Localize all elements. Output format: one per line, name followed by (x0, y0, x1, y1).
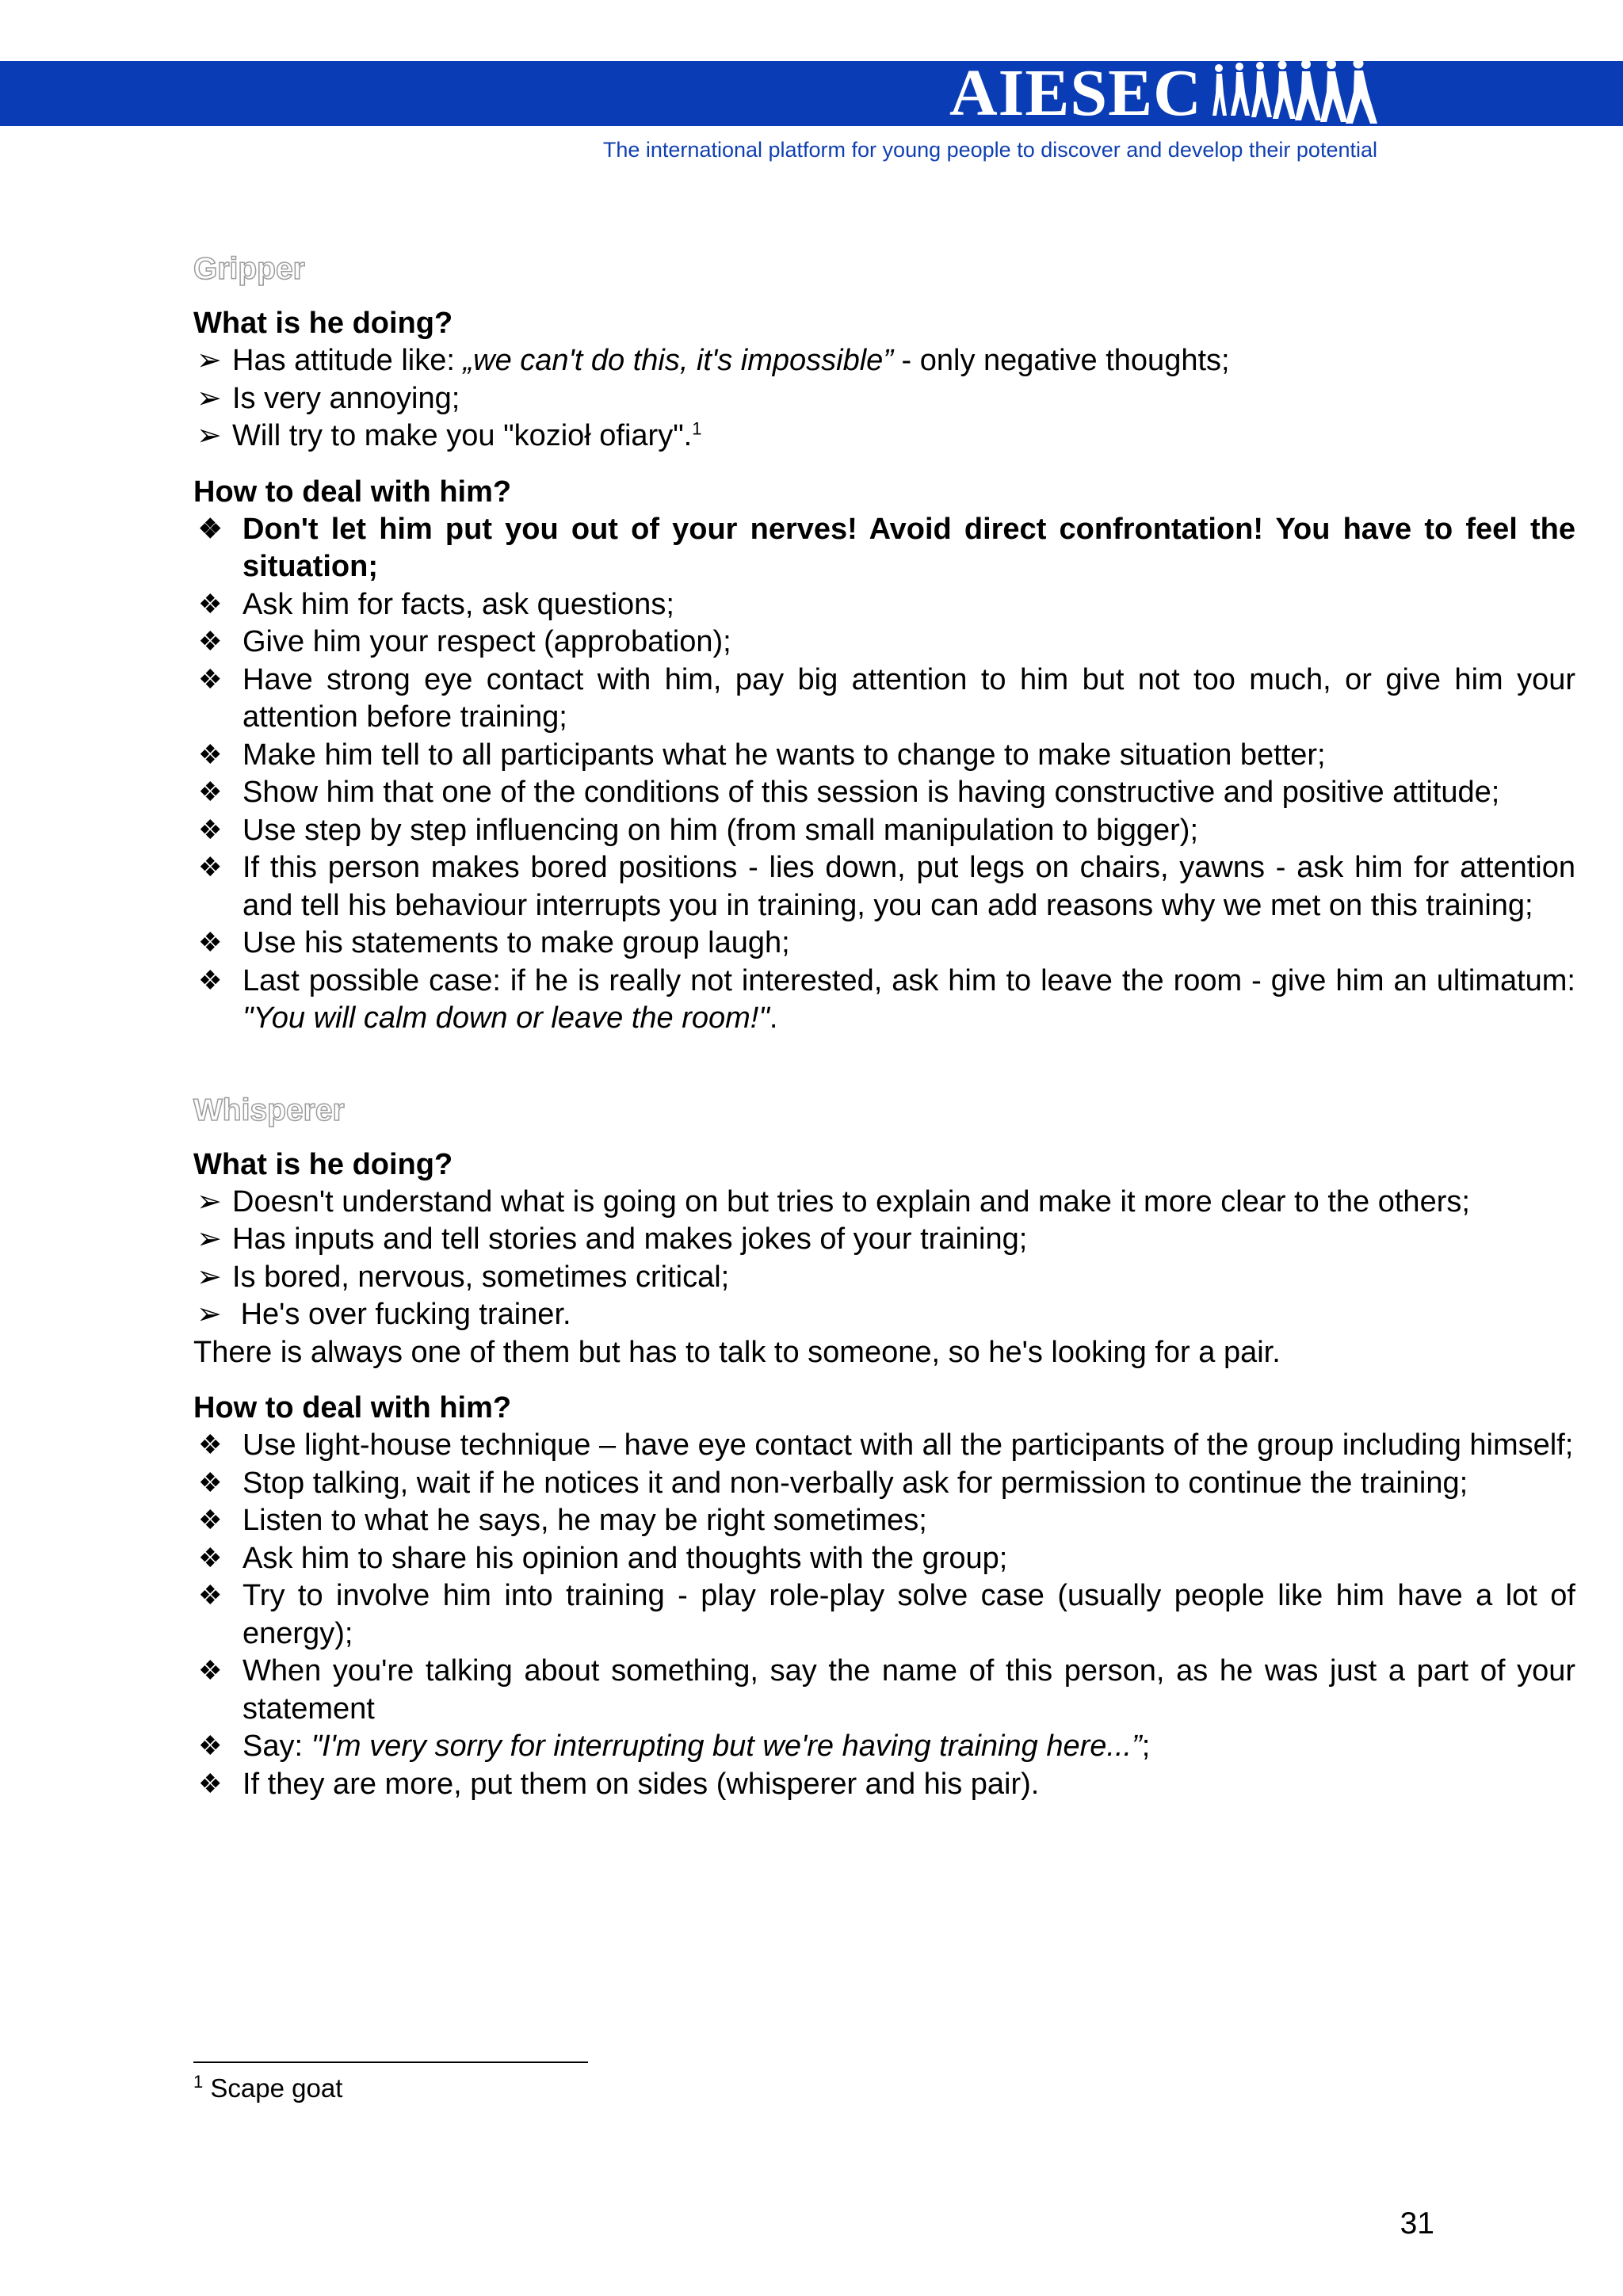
aiesec-logo (949, 57, 1377, 130)
item-text: Don't let him put you out of your nerves! Avoid direct confrontation! You have to feel the situation; (242, 512, 1575, 583)
list-item (193, 624, 1575, 662)
item-text: Make him tell to all participants what he wants to change to make situation better; (242, 738, 1326, 772)
deal-heading: How to deal with him? (193, 1391, 512, 1425)
list-item (193, 1427, 1575, 1465)
footnote-mark: 1 (193, 2072, 204, 2092)
doing-heading: What is he doing? (193, 1147, 453, 1181)
item-text: Stop talking, wait if he notices it and non-verbally ask for permission to continue the training; (242, 1466, 1468, 1500)
list-item (193, 511, 1575, 586)
diamond-bullet-icon: ❖ (198, 1768, 223, 1799)
list-item (193, 1653, 1575, 1728)
logo-text: AIESEC (949, 56, 1202, 130)
section-title-gripper: Gripper (193, 252, 305, 286)
item-text: Show him that one of the conditions of this session is having constructive and positive attitude; (242, 776, 1500, 809)
item-text: When you're talking about something, say the name of this person, as he was just a part of your statement (242, 1654, 1575, 1726)
list-item (193, 1259, 1575, 1297)
list-item (193, 849, 1575, 925)
item-text: Say: (242, 1730, 311, 1763)
item-text: If they are more, put them on sides (whisperer and his pair). (242, 1767, 1040, 1801)
list-item (193, 1502, 1575, 1540)
diamond-bullet-icon: ❖ (198, 627, 223, 657)
diamond-bullet-icon: ❖ (198, 513, 223, 544)
footnote-ref[interactable]: 1 (692, 418, 702, 439)
item-quote: "You will calm down or leave the room!" (242, 1001, 769, 1035)
list-item (193, 1540, 1575, 1578)
diamond-bullet-icon: ❖ (198, 1731, 223, 1761)
item-text: Is very annoying; (232, 381, 460, 415)
diamond-bullet-icon: ❖ (198, 928, 223, 958)
diamond-bullet-icon: ❖ (198, 777, 223, 807)
item-text: Has attitude like: (232, 344, 464, 377)
list-item (193, 1577, 1575, 1653)
item-text: Last possible case: if he is really not interested, ask him to leave the room - give him an ultimatum: (242, 963, 1575, 997)
page-content (193, 244, 1575, 1803)
whisperer-note: There is always one of them but has to talk to someone, so he's looking for a pair. (193, 1335, 1281, 1369)
list-item (193, 342, 1575, 380)
list-item (193, 774, 1575, 812)
arrow-bullet-icon: ➢ (197, 1222, 222, 1256)
list-item (193, 418, 1575, 456)
item-text: - only negative thoughts; (892, 344, 1230, 377)
arrow-bullet-icon: ➢ (197, 419, 222, 452)
arrow-bullet-icon: ➢ (197, 1184, 222, 1219)
deal-list (193, 1427, 1575, 1803)
doing-list (193, 342, 1575, 456)
item-text: Use step by step influencing on him (from small manipulation to bigger); (242, 813, 1199, 847)
item-text: He's over fucking trainer. (232, 1298, 571, 1331)
footnote (193, 2071, 342, 2106)
diamond-bullet-icon: ❖ (198, 814, 223, 845)
footnote-divider (193, 2061, 588, 2063)
item-text: Will try to make you "kozioł ofiary". (232, 419, 693, 452)
item-text: Doesn't understand what is going on but tries to explain and make it more clear to the others; (232, 1184, 1470, 1219)
diamond-bullet-icon: ❖ (198, 1430, 223, 1460)
diamond-bullet-icon: ❖ (198, 664, 223, 695)
list-item (193, 1728, 1575, 1766)
diamond-bullet-icon: ❖ (198, 965, 223, 996)
item-text: Have strong eye contact with him, pay big attention to him but not too much, or give him your attention before training; (242, 662, 1575, 734)
header-band (0, 56, 1623, 130)
item-text: If this person makes bored positions - lies down, put legs on chairs, yawns - ask him for attention and tell his behaviour interrupts you in training, you can add reasons why we met on this training; (242, 851, 1575, 922)
list-item (193, 925, 1575, 963)
list-item (193, 380, 1575, 418)
list-item (193, 812, 1575, 850)
doing-heading: What is he doing? (193, 307, 453, 340)
tagline: The international platform for young people to discover and develop their potential (602, 138, 1377, 162)
list-item (193, 737, 1575, 775)
arrow-bullet-icon: ➢ (197, 1260, 222, 1294)
item-quote: „we can't do this, it's impossible” (463, 344, 893, 377)
doing-list (193, 1184, 1575, 1334)
deal-heading: How to deal with him? (193, 475, 512, 509)
arrow-bullet-icon: ➢ (197, 344, 222, 377)
item-text: Has inputs and tell stories and makes jokes of your training; (232, 1222, 1028, 1256)
diamond-bullet-icon: ❖ (198, 1581, 223, 1611)
diamond-bullet-icon: ❖ (198, 739, 223, 770)
list-item (193, 662, 1575, 737)
list-item (193, 1221, 1575, 1259)
section-title-whisperer: Whisperer (193, 1093, 345, 1127)
list-item (193, 1296, 1575, 1334)
item-text: Ask him for facts, ask questions; (242, 587, 674, 621)
diamond-bullet-icon: ❖ (198, 1656, 223, 1686)
footnote-text: Scape goat (203, 2073, 343, 2103)
diamond-bullet-icon: ❖ (198, 1543, 223, 1573)
item-text: Listen to what he says, he may be right sometimes; (242, 1504, 927, 1537)
walking-people-icon (1212, 60, 1379, 128)
diamond-bullet-icon: ❖ (198, 852, 223, 883)
list-item (193, 1766, 1575, 1804)
page-number: 31 (1400, 2206, 1434, 2241)
item-quote: "I'm very sorry for interrupting but we're having training here...” (311, 1730, 1142, 1763)
item-text: Use light-house technique – have eye contact with all the participants of the group including himself; (242, 1428, 1574, 1462)
diamond-bullet-icon: ❖ (198, 589, 223, 620)
diamond-bullet-icon: ❖ (198, 1505, 223, 1535)
diamond-bullet-icon: ❖ (198, 1467, 223, 1498)
item-text: Ask him to share his opinion and thoughts with the group; (242, 1541, 1008, 1575)
list-item (193, 963, 1575, 1038)
list-item (193, 1465, 1575, 1503)
list-item (193, 586, 1575, 624)
item-text: ; (1141, 1730, 1151, 1763)
item-text: Is bored, nervous, sometimes critical; (232, 1260, 730, 1294)
arrow-bullet-icon: ➢ (197, 381, 222, 415)
item-text: Use his statements to make group laugh; (242, 926, 790, 959)
list-item (193, 1184, 1575, 1222)
item-text: Give him your respect (approbation); (242, 625, 731, 658)
item-text: . (769, 1001, 778, 1035)
arrow-bullet-icon: ➢ (197, 1298, 222, 1331)
deal-list (193, 511, 1575, 1038)
item-text: Try to involve him into training - play role-play solve case (usually people like him have a lot of energy); (242, 1579, 1575, 1650)
